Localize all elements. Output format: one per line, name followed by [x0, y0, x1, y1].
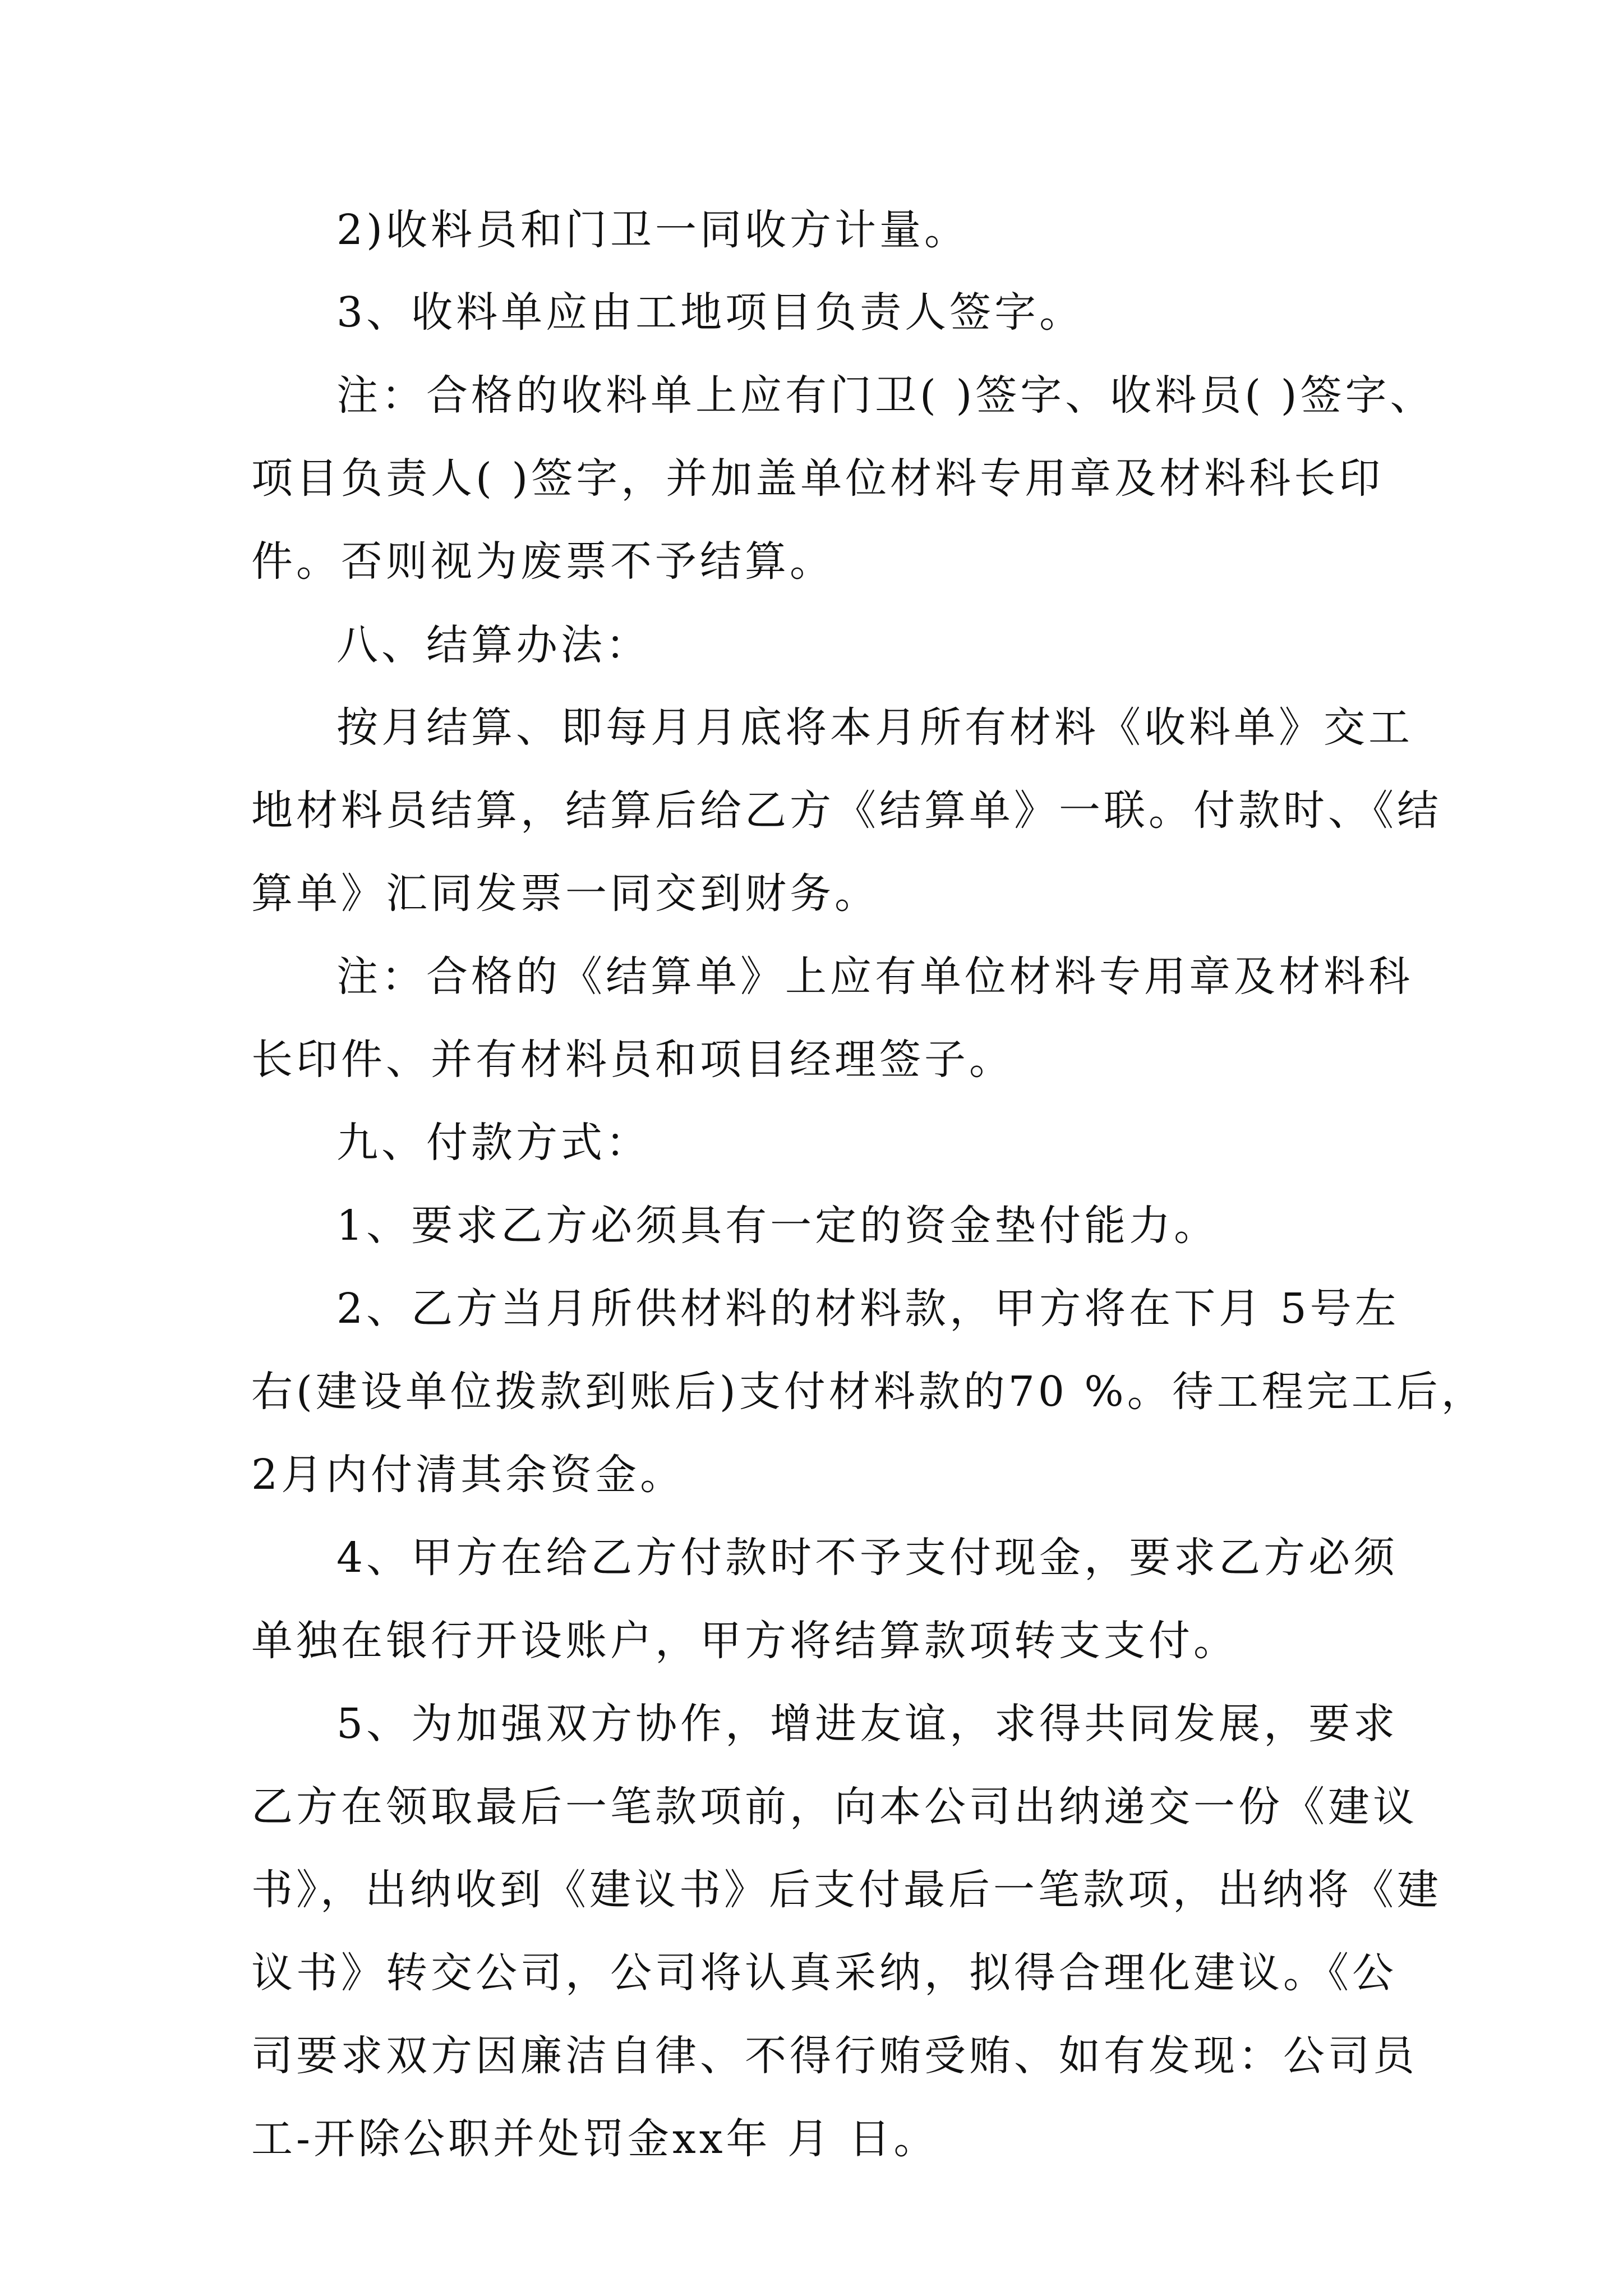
text-line: 长印件、并有材料员和项目经理签子。 — [251, 1036, 1014, 1084]
text-line: 议书》转交公司，公司将认真采纳，拟得合理化建议。《公 — [251, 1949, 1397, 1997]
text-line: 1、要求乙方必须具有一定的资金垫付能力。 — [336, 1202, 1219, 1250]
text-line: 2月内付清其余资金。 — [251, 1451, 685, 1499]
text-line: 4、甲方在给乙方付款时不予支付现金，要求乙方必须 — [336, 1534, 1399, 1582]
text-line: 算单》汇同发票一同交到财务。 — [251, 869, 879, 918]
text-line: 件。否则视为废票不予结算。 — [251, 537, 834, 586]
text-line: 右(建设单位拨款到账后)支付材料款的70 %。待工程完工后， — [251, 1368, 1486, 1416]
text-line: 地材料员结算，结算后给乙方《结算单》一联。付款时、《结 — [251, 786, 1442, 835]
text-line: 5、为加强双方协作，增进友谊，求得共同发展，要求 — [336, 1700, 1399, 1748]
text-line: 项目负责人( )签字，并加盖单位材料专用章及材料科长印 — [251, 454, 1384, 503]
text-line: 按月结算、即每月月底将本月所有材料《收料单》交工 — [336, 703, 1413, 752]
text-line: 注：合格的《结算单》上应有单位材料专用章及材料科 — [336, 953, 1413, 1001]
text-line: 司要求双方因廉洁自律、不得行贿受贿、如有发现：公司员 — [251, 2032, 1418, 2080]
section-heading: 八、结算办法： — [336, 621, 651, 669]
section-heading: 九、付款方式： — [336, 1119, 651, 1167]
text-line: 单独在银行开设账户，甲方将结算款项转支支付。 — [251, 1617, 1238, 1665]
text-line: 3、收料单应由工地项目负责人签字。 — [336, 288, 1085, 337]
text-line: 2)收料员和门卫一同收方计量。 — [336, 206, 969, 254]
text-line: 注：合格的收料单上应有门卫( )签字、收料员( )签字、 — [336, 371, 1435, 420]
text-line: 书》，出纳收到《建议书》后支付最后一笔款项，出纳将《建 — [251, 1866, 1442, 1914]
text-line: 工-开除公职并处罚金xx年 月 日。 — [251, 2115, 939, 2163]
text-line: 乙方在领取最后一笔款项前，向本公司出纳递交一份《建议 — [251, 1783, 1418, 1831]
text-line: 2、乙方当月所供材料的材料款，甲方将在下月 5号左 — [336, 1285, 1400, 1333]
